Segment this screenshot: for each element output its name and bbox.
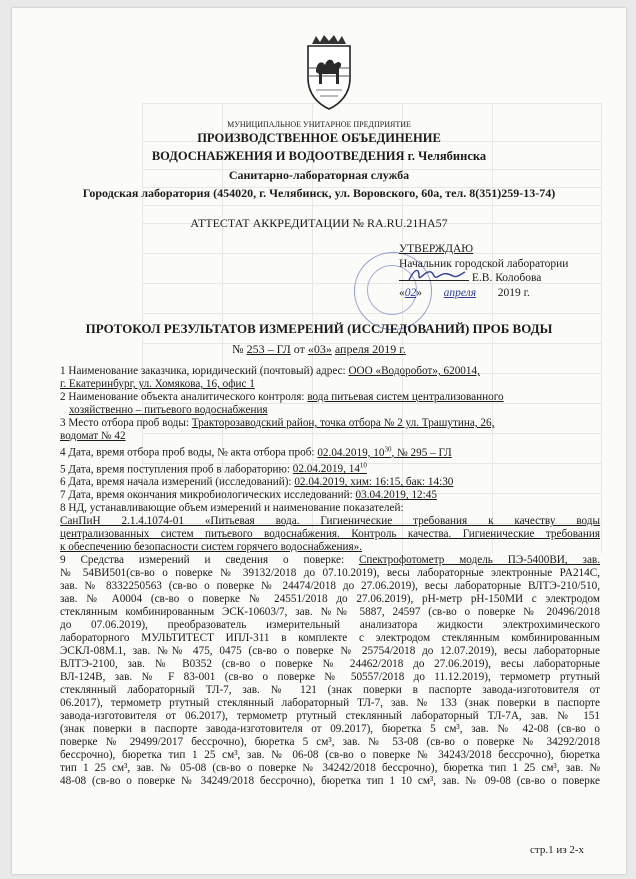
item-7: 7 Дата, время окончания микробиологических исследований: 03.04.2019, 12:45	[60, 489, 437, 502]
approval-block	[399, 242, 568, 300]
page-number: стр.1 из 2-х	[530, 844, 584, 856]
approval-label: УТВЕРЖДАЮ	[399, 243, 474, 255]
item-3: 3 Место отбора проб воды: Тракторозаводский район, точка отбора № 2 ул. Трашутина, 26,	[60, 417, 495, 429]
enterprise-type: МУНИЦИПАЛЬНОЕ УНИТАРНОЕ ПРЕДПРИЯТИЕ	[227, 120, 411, 129]
protocol-title: ПРОТОКОЛ РЕЗУЛЬТАТОВ ИЗМЕРЕНИЙ (ИССЛЕДОВАНИЙ) ПРОБ ВОДЫ	[85, 321, 553, 336]
item-1-cont: г. Екатеринбург, ул. Хомякова, 16, офис 1	[60, 378, 255, 390]
item-4: 4 Дата, время отбора проб воды, № акта отбора проб: 02.04.2019, $10^{30}$, № 295 – ГЛ	[60, 445, 452, 459]
item-2-cont: хозяйственно – питьевого водоснабжения	[69, 404, 268, 416]
approval-position: Начальник городской лаборатории	[399, 257, 569, 270]
approval-name: Е.В. Колобова	[471, 272, 542, 284]
item-2: 2 Наименование объекта аналитического контроля: вода питьевая систем централизованного	[60, 391, 504, 403]
approval-signature-line	[399, 271, 568, 286]
accreditation-number: АТТЕСТАТ АККРЕДИТАЦИИ № RA.RU.21НА57	[190, 216, 448, 230]
org-line-1: ПРОИЗВОДСТВЕННОЕ ОБЪЕДИНЕНИЕ	[197, 131, 441, 145]
city-crest-icon	[298, 32, 360, 112]
protocol-items	[60, 365, 600, 788]
item-3-cont: водомат № 42	[60, 430, 126, 442]
approval-day: 02	[404, 286, 417, 299]
lab-address: Городская лаборатория (454020, г. Челябинск, ул. Воровского, 60а, тел. 8(351)259-13-74)	[82, 186, 556, 200]
service-name: Санитарно-лабораторная служба	[228, 168, 410, 182]
item-6: 6 Дата, время начала измерений (исследований): 02.04.2019, хим: 16:15, бак: 14:30	[60, 476, 454, 489]
approval-date: «02» апреля 2019 г.	[399, 286, 530, 299]
item-8-text: СанПиН 2.1.4.1074-01 «Питьевая вода. Гигиенические требования к качеству воды централизованных систем питьевого водоснабжения. Контроль качества. Гигиенические требования к обеспечению безопасности систем горячего водоснабжения».	[60, 515, 600, 554]
approval-month: апреля	[443, 286, 477, 299]
item-1: 1 Наименование заказчика, юридический (почтовый) адрес: ООО «Водоробот», 620014,	[60, 365, 480, 377]
item-9-text: 9 Средства измерений и сведения о поверке: Спектрофотометр модель ПЭ-5400ВИ, зав. № 54ВИ501(св-во о поверке № 39132/2018 до 07.10.2019), весы лабораторные электронные PA214C, зав. № 8332250563 (св-во о поверке № 24474/2018 до 27.06.2019), весы лабораторные ВЛТЭ-210/510, зав. № А0004 (св-во о поверке № 24551/2018 до 27.06.2019), pH-метр pH-150МИ с электродом стеклянным комбинированным ЭСК-10603/7, зав. №№ 5887, 24597 (св-во о поверке № 20496/2018 до 07.06.2019), преобразователь измерительный анализатора жидкости электрохимического лабораторного МУЛЬТИТЕСТ ИПЛ-311 в комплекте с электродом стеклянным комбинированным ЭСКЛ-08М.1, зав. №№ 475, 0475 (св-во о поверке № 25754/2018 до 12.07.2019), весы лабораторные ВЛТЭ-2100, зав. № В0352 (св-во о поверке № 24462/2018 до 27.06.2019), весы лабораторные ВЛ-124В, зав. № F 83-001 (св-во о поверке № 50557/2018 до 11.12.2019), термометр ртутный стеклянный лабораторный ТЛ-7, зав. № 121 (знак поверки в паспорте завода-изготовителя от 06.2017), термометр ртутный стеклянный лабораторный ТЛ-7, зав. № 133 (знак поверки в паспорте завода-изготовителя от 06.2017), термометр ртутный стеклянный лабораторный ТЛ-7А, зав. № 151 (знак поверки в паспорте завода-изготовителя от 09.2017), бюретка 5 см³, зав. № 42-08 (св-во о поверке № 29499/2017 бессрочно), бюретка 5 см³, зав. № 53-08 (св-во о поверке № 34292/2018 бессрочно), бюретка тип 1 25 см³, зав. № 06-08 (св-во о поверке № 34243/2018 бессрочно), бюретка тип 1 25 см³, зав. № 05-08 (св-во о поверке № 34242/2018 бессрочно), бюретка тип 1 25 см³, зав. № 48-08 (св-во о поверке № 34249/2018 бессрочно), бюретка тип 1 10 см³, зав. № 09-08 (св-во о поверке	[60, 554, 600, 788]
approval-year: 2019 г.	[497, 286, 530, 299]
protocol-number: № 253 – ГЛ от «03» апреля 2019 г.	[232, 342, 406, 356]
document-page	[12, 8, 626, 874]
item-5: 5 Дата, время поступления проб в лабораторию: 02.04.2019, $14^{10}$	[60, 461, 367, 476]
org-line-2: ВОДОСНАБЖЕНИЯ И ВОДООТВЕДЕНИЯ г. Челябинска	[151, 149, 487, 163]
item-8: 8 НД, устанавливающие объем измерений и наименование показателей:	[60, 502, 404, 515]
